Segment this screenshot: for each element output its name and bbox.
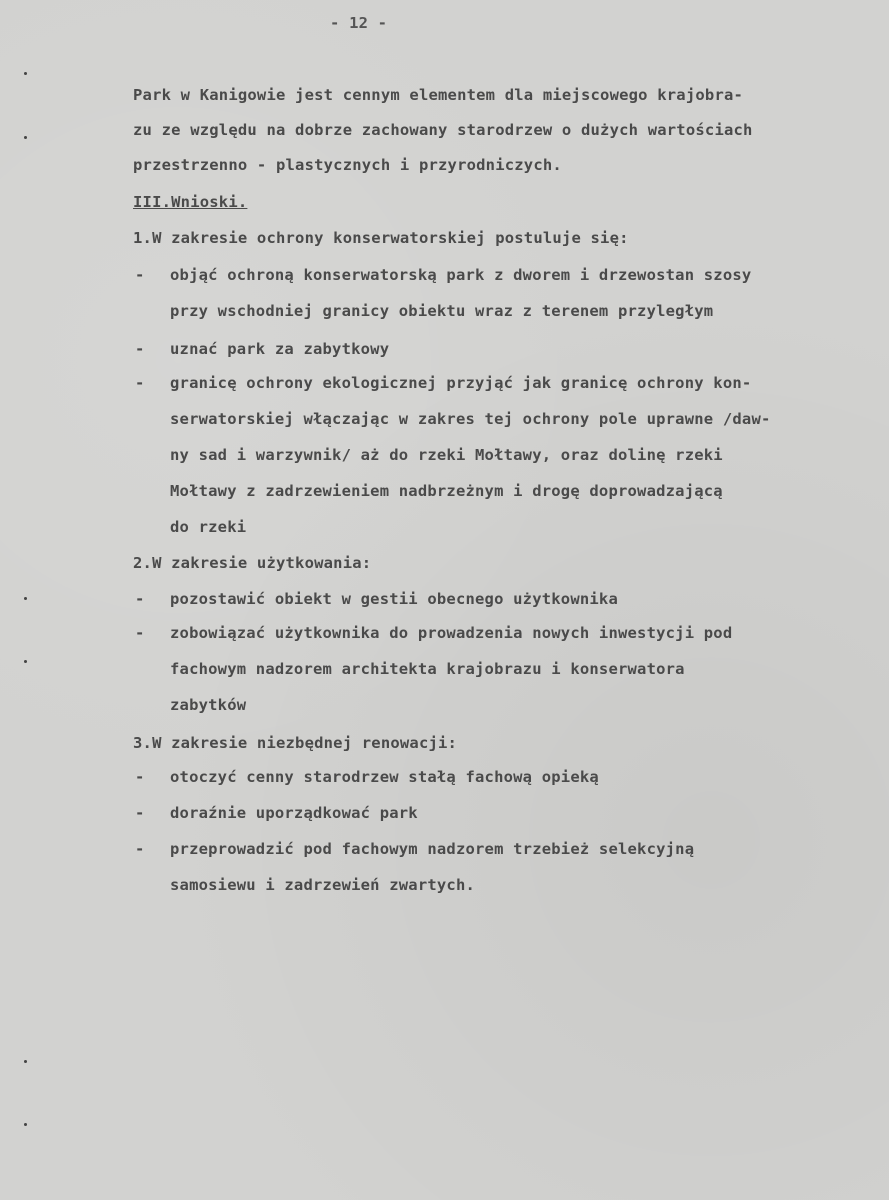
section-2-item-2-line-2: fachowym nadzorem architekta krajobrazu i konserwatora <box>170 660 685 678</box>
bullet-marker: - <box>135 340 145 358</box>
bullet-marker: - <box>135 840 145 858</box>
bullet-marker: - <box>135 804 145 822</box>
bullet-marker: - <box>135 266 145 284</box>
intro-line-1: Park w Kanigowie jest cennym elementem dla miejscowego krajobra- <box>133 86 744 104</box>
section-3-item-2-line-1: doraźnie uporządkować park <box>170 804 418 822</box>
section-1-item-3-line-4: Mołtawy z zadrzewieniem nadbrzeżnym i drogę doprowadzającą <box>170 482 723 500</box>
section-1-item-1-line-1: objąć ochroną konserwatorską park z dworem i drzewostan szosy <box>170 266 752 284</box>
bullet-marker: - <box>135 768 145 786</box>
section-1-title: 1.W zakresie ochrony konserwatorskiej postuluje się: <box>133 229 629 247</box>
section-2-item-2-line-1: zobowiązać użytkownika do prowadzenia nowych inwestycji pod <box>170 624 733 642</box>
page-number: - 12 - <box>330 14 388 32</box>
bullet-marker: - <box>135 374 145 392</box>
section-1-item-2-line-1: uznać park za zabytkowy <box>170 340 390 358</box>
section-3-title: 3.W zakresie niezbędnej renowacji: <box>133 734 458 752</box>
section-2-item-1-line-1: pozostawić obiekt w gestii obecnego użytkownika <box>170 590 618 608</box>
section-1-item-3-line-3: ny sad i warzywnik/ aż do rzeki Mołtawy, oraz dolinę rzeki <box>170 446 723 464</box>
intro-line-3: przestrzenno - plastycznych i przyrodniczych. <box>133 156 562 174</box>
margin-dot-mark <box>24 136 27 139</box>
section-1-item-3-line-2: serwatorskiej włączając w zakres tej ochrony pole uprawne /daw- <box>170 410 771 428</box>
margin-dot-mark <box>24 597 27 600</box>
section-2-item-2-line-3: zabytków <box>170 696 247 714</box>
margin-dot-mark <box>24 72 27 75</box>
bullet-marker: - <box>135 624 145 642</box>
section-1-item-1-line-2: przy wschodniej granicy obiektu wraz z terenem przyległym <box>170 302 714 320</box>
margin-dot-mark <box>24 1060 27 1063</box>
section-heading: III.Wnioski. <box>133 193 248 211</box>
intro-line-2: zu ze względu na dobrze zachowany starodrzew o dużych wartościach <box>133 121 753 139</box>
margin-dot-mark <box>24 1123 27 1126</box>
section-1-item-3-line-1: granicę ochrony ekologicznej przyjąć jak granicę ochrony kon- <box>170 374 752 392</box>
section-3-item-3-line-1: przeprowadzić pod fachowym nadzorem trzebież selekcyjną <box>170 840 695 858</box>
section-1-item-3-line-5: do rzeki <box>170 518 247 536</box>
section-3-item-1-line-1: otoczyć cenny starodrzew stałą fachową opieką <box>170 768 599 786</box>
section-2-title: 2.W zakresie użytkowania: <box>133 554 372 572</box>
bullet-marker: - <box>135 590 145 608</box>
section-3-item-3-line-2: samosiewu i zadrzewień zwartych. <box>170 876 476 894</box>
margin-dot-mark <box>24 660 27 663</box>
